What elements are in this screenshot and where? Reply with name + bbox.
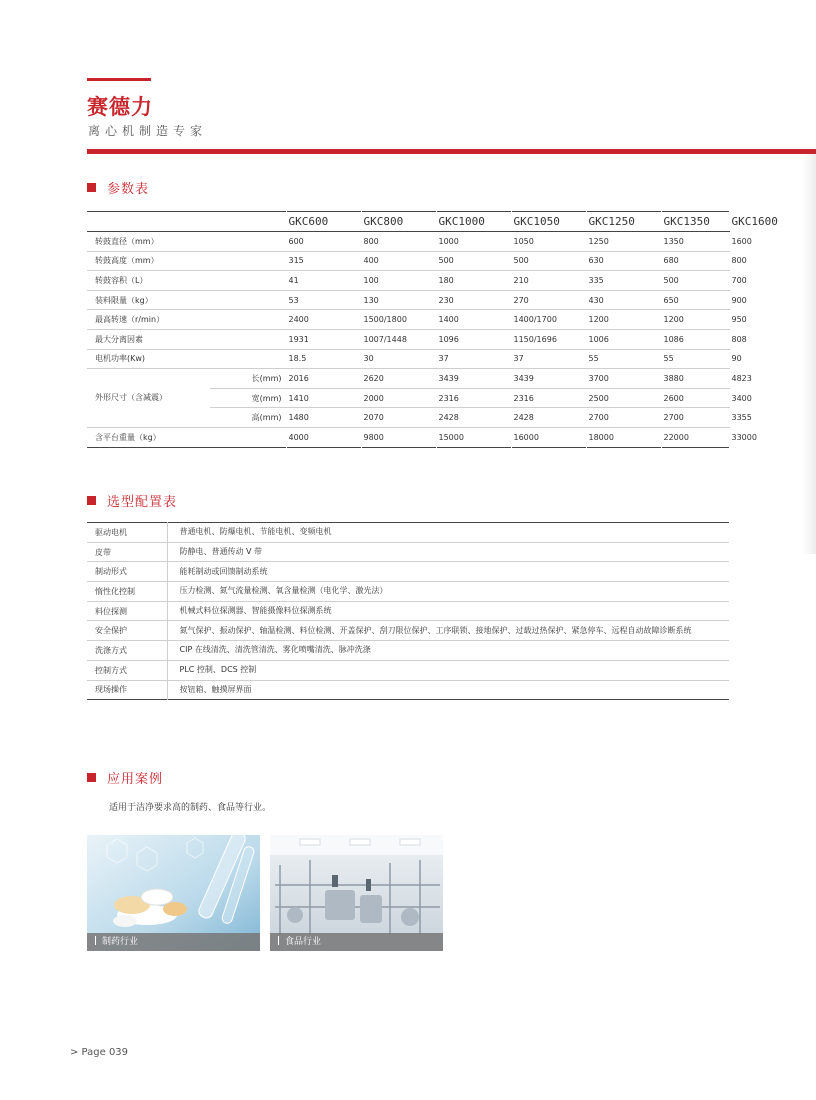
table-cell: 41 <box>286 271 361 291</box>
table-cell: 600 <box>286 232 361 252</box>
table-cell: 2428 <box>511 408 586 428</box>
table-cell: 30 <box>361 349 436 369</box>
section-title-params <box>87 178 149 197</box>
config-label: 皮带 <box>87 542 167 562</box>
table-cell: 1480 <box>286 408 361 428</box>
photo-caption-text: 食品行业 <box>285 937 322 947</box>
table-cell: 210 <box>511 271 586 291</box>
config-label: 惰性化控制 <box>87 582 167 602</box>
table-header-row: GKC600 GKC800 GKC1000 GKC1050 GKC1250 GKC1350 GKC1600 <box>87 212 729 232</box>
config-label: 安全保护 <box>87 621 167 641</box>
dimension-group-label: 外形尺寸（含减震） <box>87 369 210 428</box>
row-label: 含平台重量（kg） <box>95 432 161 442</box>
table-cell: 2400 <box>286 310 361 330</box>
red-square-icon <box>87 773 96 782</box>
table-cell: 37 <box>436 349 511 369</box>
table-cell: 500 <box>511 251 586 271</box>
config-value: 压力检测、氮气流量检测、氧含量检测（电化学、激光法） <box>167 582 729 602</box>
table-cell: 1096 <box>436 329 511 349</box>
table-cell: 1200 <box>586 310 661 330</box>
table-cell: 1410 <box>286 388 361 408</box>
table-cell: 1931 <box>286 329 361 349</box>
table-cell: 2700 <box>661 408 729 428</box>
brand-accent-line <box>87 78 151 81</box>
table-row: 电机功率(Kw) 18.5 30 37 37 55 55 90 <box>87 349 729 369</box>
config-row <box>87 641 729 661</box>
table-cell: 1400 <box>436 310 511 330</box>
section-title-text: 应用案例 <box>107 772 164 787</box>
table-cell: 22000 <box>661 427 729 447</box>
row-label: 转鼓容积（L） <box>87 271 286 291</box>
table-cell: 2316 <box>436 388 511 408</box>
table-cell: 1500/1800 <box>361 310 436 330</box>
page-number: > Page 039 <box>70 1047 129 1058</box>
table-cell: 130 <box>361 290 436 310</box>
table-cell: 3880 <box>661 369 729 389</box>
table-cell: 3700 <box>586 369 661 389</box>
section-title-cases <box>87 768 163 787</box>
side-shadow <box>803 154 816 554</box>
table-cell: 1050 <box>511 232 586 252</box>
config-row <box>87 582 729 602</box>
table-cell: 1250 <box>586 232 661 252</box>
food-photo <box>270 835 443 951</box>
photo-caption <box>270 933 443 951</box>
config-label: 控制方式 <box>87 660 167 680</box>
table-cell: 2500 <box>586 388 661 408</box>
table-cell: 1007/1448 <box>361 329 436 349</box>
table-cell: 1000 <box>436 232 511 252</box>
table-cell: 500 <box>436 251 511 271</box>
table-cell: 430 <box>586 290 661 310</box>
table-cell: 680 <box>661 251 729 271</box>
table-cell: 53 <box>286 290 361 310</box>
section-title-text: 选型配置表 <box>107 495 178 510</box>
config-row <box>87 523 729 543</box>
table-row: 外形尺寸（含减震） 长(mm) 2016 2620 3439 3439 3700 3880 4823 <box>87 369 729 389</box>
table-cell: 1400/1700 <box>511 310 586 330</box>
table-corner <box>87 212 286 232</box>
config-value: PLC 控制、DCS 控制 <box>167 660 729 680</box>
table-cell: 55 <box>586 349 661 369</box>
brand-name: 赛德力 <box>87 95 153 119</box>
table-row: 转鼓直径（mm） 600 800 1000 1050 1250 1350 1600 <box>87 232 729 252</box>
model-header: GKC800 <box>361 212 436 232</box>
table-cell: 180 <box>436 271 511 291</box>
table-cell: 3439 <box>436 369 511 389</box>
config-label: 料位探测 <box>87 601 167 621</box>
section-title-text: 参数表 <box>107 182 150 197</box>
table-cell: 2700 <box>586 408 661 428</box>
red-square-icon <box>87 183 96 192</box>
row-label: 装料限量（kg） <box>87 290 286 310</box>
table-row: 最大分离因素 1931 1007/1448 1096 1150/1696 1006 1086 808 <box>87 329 729 349</box>
table-cell: 1006 <box>586 329 661 349</box>
table-row: 转鼓容积（L） 41 100 180 210 335 500 700 <box>87 271 729 291</box>
table-cell: 335 <box>586 271 661 291</box>
table-cell: 1150/1696 <box>511 329 586 349</box>
table-cell: 18.5 <box>286 349 361 369</box>
config-label: 现场操作 <box>87 680 167 700</box>
config-value: 机械式料位探测器、智能摄像料位探测系统 <box>167 601 729 621</box>
red-square-icon <box>87 496 96 505</box>
dimension-label: 长(mm) <box>210 369 286 389</box>
table-cell: 2620 <box>361 369 436 389</box>
table-cell: 1350 <box>661 232 729 252</box>
table-cell: 2600 <box>661 388 729 408</box>
table-cell: 500 <box>661 271 729 291</box>
table-cell: 315 <box>286 251 361 271</box>
model-header: GKC1350 <box>661 212 729 232</box>
pharma-photo <box>87 835 260 951</box>
config-table <box>87 522 729 700</box>
table-cell: 18000 <box>586 427 661 447</box>
table-cell: 2016 <box>286 369 361 389</box>
table-cell: 630 <box>586 251 661 271</box>
table-cell: 15000 <box>436 427 511 447</box>
row-label: 最高转速（r/min） <box>87 310 286 330</box>
table-cell: 800 <box>361 232 436 252</box>
table-cell: 2428 <box>436 408 511 428</box>
model-header: GKC600 <box>286 212 361 232</box>
table-cell: 9800 <box>361 427 436 447</box>
table-row: 转鼓高度（mm） 315 400 500 500 630 680 800 <box>87 251 729 271</box>
table-row: 最高转速（r/min） 2400 1500/1800 1400 1400/1700 1200 1200 950 <box>87 310 729 330</box>
table-row: 高(mm) 1480 2070 2428 2428 2700 2700 3355 <box>87 408 729 428</box>
row-label: 最大分离因素 <box>87 329 286 349</box>
table-cell: 230 <box>436 290 511 310</box>
table-row: 宽(mm) 1410 2000 2316 2316 2500 2600 3400 <box>87 388 729 408</box>
table-cell: 650 <box>661 290 729 310</box>
row-label: 电机功率(Kw) <box>87 349 286 369</box>
model-header: GKC1050 <box>511 212 586 232</box>
dimension-label: 高(mm) <box>210 408 286 428</box>
caption-bar-icon <box>278 936 279 945</box>
config-label: 洗涤方式 <box>87 641 167 661</box>
table-cell: 1086 <box>661 329 729 349</box>
table-cell: 2000 <box>361 388 436 408</box>
row-label: 转鼓高度（mm） <box>87 251 286 271</box>
model-header: GKC1250 <box>586 212 661 232</box>
config-row <box>87 601 729 621</box>
photo-caption-text: 制药行业 <box>102 937 139 947</box>
config-label: 驱动电机 <box>87 523 167 543</box>
config-row <box>87 562 729 582</box>
table-cell: 270 <box>511 290 586 310</box>
model-header: GKC1000 <box>436 212 511 232</box>
table-cell: 16000 <box>511 427 586 447</box>
table-row: 含平台重量（kg） 4000 9800 15000 16000 18000 22000 33000 <box>87 427 729 447</box>
table-cell: 55 <box>661 349 729 369</box>
table-cell: 4000 <box>286 427 361 447</box>
table-cell: 400 <box>361 251 436 271</box>
photo-caption <box>87 933 260 951</box>
config-value: CIP 在线清洗、清洗管清洗、雾化喷嘴清洗、脉冲洗涤 <box>167 641 729 661</box>
config-row <box>87 660 729 680</box>
table-cell: 37 <box>511 349 586 369</box>
table-cell: 2070 <box>361 408 436 428</box>
parameter-table <box>87 211 778 448</box>
case-description: 适用于洁净要求高的制药、食品等行业。 <box>109 803 272 813</box>
table-cell: 2316 <box>511 388 586 408</box>
config-label: 制动形式 <box>87 562 167 582</box>
config-value: 普通电机、防爆电机、节能电机、变频电机 <box>167 523 729 543</box>
row-label: 转鼓直径（mm） <box>87 232 286 252</box>
header-red-bar <box>87 149 816 154</box>
config-value: 防静电、普通传动 V 带 <box>167 542 729 562</box>
config-row <box>87 621 729 641</box>
config-row <box>87 680 729 700</box>
table-cell: 1200 <box>661 310 729 330</box>
config-row <box>87 542 729 562</box>
table-cell: 3439 <box>511 369 586 389</box>
brand-subtitle: 离心机制造专家 <box>88 124 208 138</box>
config-value: 能耗制动或回馈制动系统 <box>167 562 729 582</box>
table-cell: 100 <box>361 271 436 291</box>
caption-bar-icon <box>95 936 96 945</box>
dimension-label: 宽(mm) <box>210 388 286 408</box>
config-value: 氮气保护、振动保护、轴温检测、料位检测、开盖保护、刮刀限位保护、工序联锁、接地保护、过载过热保护、紧急停车、远程自动故障诊断系统 <box>167 621 729 641</box>
table-row: 装料限量（kg） 53 130 230 270 430 650 900 <box>87 290 729 310</box>
config-value: 按钮箱、触摸屏界面 <box>179 684 252 694</box>
section-title-config <box>87 491 177 510</box>
